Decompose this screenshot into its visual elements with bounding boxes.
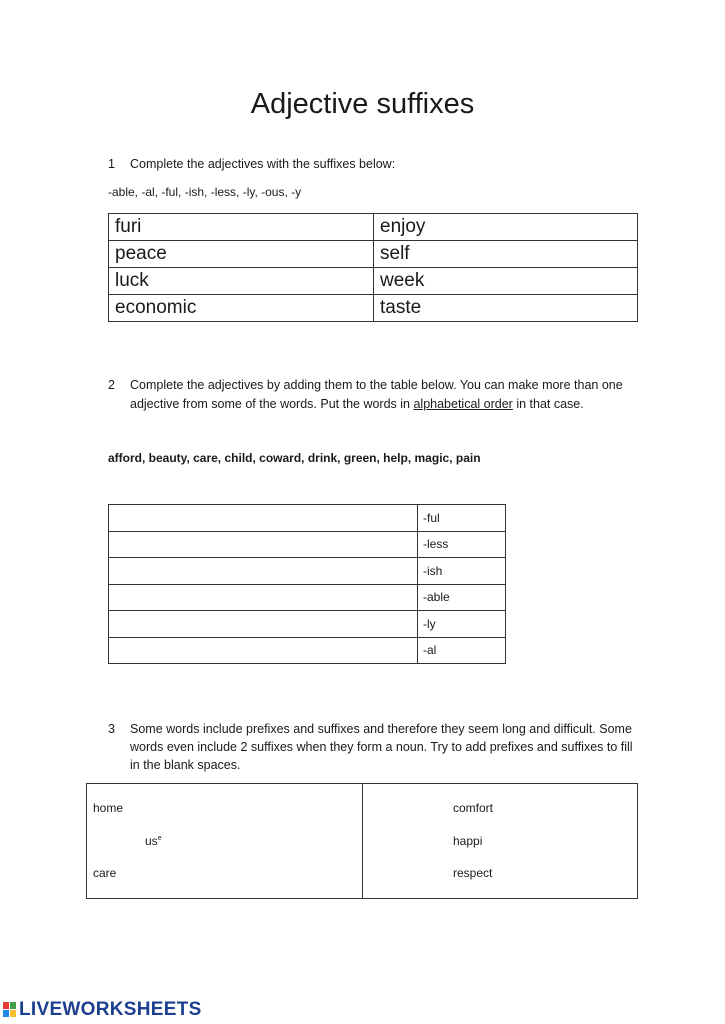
section2-text-line1: Complete the adjectives by adding them to the table below. You can make more than one bbox=[130, 378, 623, 392]
suffix-cell: -ish bbox=[418, 558, 506, 585]
word-cell[interactable]: enjoy bbox=[374, 214, 638, 241]
word-cell[interactable]: week bbox=[374, 268, 638, 295]
answer-cell[interactable] bbox=[109, 637, 418, 664]
box-divider bbox=[362, 784, 363, 898]
liveworksheets-brand: LIVEWORKSHEETS bbox=[19, 999, 202, 1020]
section2-word-list: afford, beauty, care, child, coward, drink, green, help, magic, pain bbox=[108, 451, 481, 465]
table-row bbox=[109, 241, 638, 268]
right-word-happi[interactable]: happi bbox=[453, 834, 483, 848]
section1-number: 1 bbox=[108, 157, 115, 171]
section1-table bbox=[108, 213, 638, 322]
answer-cell[interactable] bbox=[109, 584, 418, 611]
suffix-cell: -ly bbox=[418, 611, 506, 638]
section3-text-line3: in the blank spaces. bbox=[130, 758, 241, 772]
table-row bbox=[109, 531, 506, 558]
logo-square bbox=[10, 1002, 16, 1009]
section2-instruction bbox=[108, 376, 708, 416]
suffix-cell: -less bbox=[418, 531, 506, 558]
table-row bbox=[109, 295, 638, 322]
answer-cell[interactable] bbox=[109, 611, 418, 638]
suffix-cell: -ful bbox=[418, 505, 506, 532]
word-cell[interactable]: peace bbox=[109, 241, 374, 268]
section1-text: Complete the adjectives with the suffixes below: bbox=[130, 157, 396, 171]
liveworksheets-logo[interactable] bbox=[3, 999, 202, 1021]
table-row bbox=[109, 558, 506, 585]
left-word-care[interactable]: care bbox=[93, 866, 117, 880]
answer-cell[interactable] bbox=[109, 505, 418, 532]
word-cell[interactable]: taste bbox=[374, 295, 638, 322]
section3-number: 3 bbox=[108, 722, 115, 736]
right-word-comfort[interactable]: comfort bbox=[453, 801, 494, 815]
logo-square bbox=[3, 1010, 9, 1017]
answer-cell[interactable] bbox=[109, 558, 418, 585]
page-title: Adjective suffixes bbox=[250, 88, 475, 120]
table-row bbox=[109, 611, 506, 638]
suffix-cell: -al bbox=[418, 637, 506, 664]
answer-cell[interactable] bbox=[109, 531, 418, 558]
section2-text-line2-post: in that case. bbox=[512, 397, 584, 411]
table-row bbox=[109, 584, 506, 611]
word-cell[interactable]: economic bbox=[109, 295, 374, 322]
right-word-respect[interactable]: respect bbox=[453, 866, 493, 880]
logo-square bbox=[10, 1010, 16, 1017]
left-word-home[interactable]: home bbox=[93, 801, 124, 815]
section1-suffix-list: -able, -al, -ful, -ish, -less, -ly, -ous, -y bbox=[108, 185, 302, 199]
section3-box bbox=[86, 783, 638, 899]
section2-underlined-phrase: alphabetical order bbox=[413, 397, 513, 411]
table-row bbox=[109, 637, 506, 664]
section2-number: 2 bbox=[108, 378, 115, 392]
left-word-us-text: us bbox=[145, 834, 158, 848]
section2-text-line2 bbox=[130, 395, 584, 414]
left-word-superscript: e bbox=[157, 835, 162, 842]
word-cell[interactable]: self bbox=[374, 241, 638, 268]
section1-instruction bbox=[108, 155, 668, 175]
suffix-cell: -able bbox=[418, 584, 506, 611]
word-cell[interactable]: furi bbox=[109, 214, 374, 241]
logo-square bbox=[3, 1002, 9, 1009]
section3-text-line1: Some words include prefixes and suffixes and therefore they seem long and difficult. Some bbox=[130, 722, 632, 736]
section3-instruction bbox=[108, 720, 708, 778]
table-row bbox=[109, 505, 506, 532]
liveworksheets-logo-icon bbox=[3, 1002, 17, 1018]
left-word-us[interactable] bbox=[145, 834, 162, 848]
section3-text-line2: words even include 2 suffixes when they form a noun. Try to add prefixes and suffixes to fill bbox=[130, 740, 633, 754]
section2-table bbox=[108, 504, 506, 664]
table-row bbox=[109, 214, 638, 241]
table-row bbox=[109, 268, 638, 295]
word-cell[interactable]: luck bbox=[109, 268, 374, 295]
section2-text-line2-pre: adjective from some of the words. Put the words in bbox=[130, 397, 414, 411]
